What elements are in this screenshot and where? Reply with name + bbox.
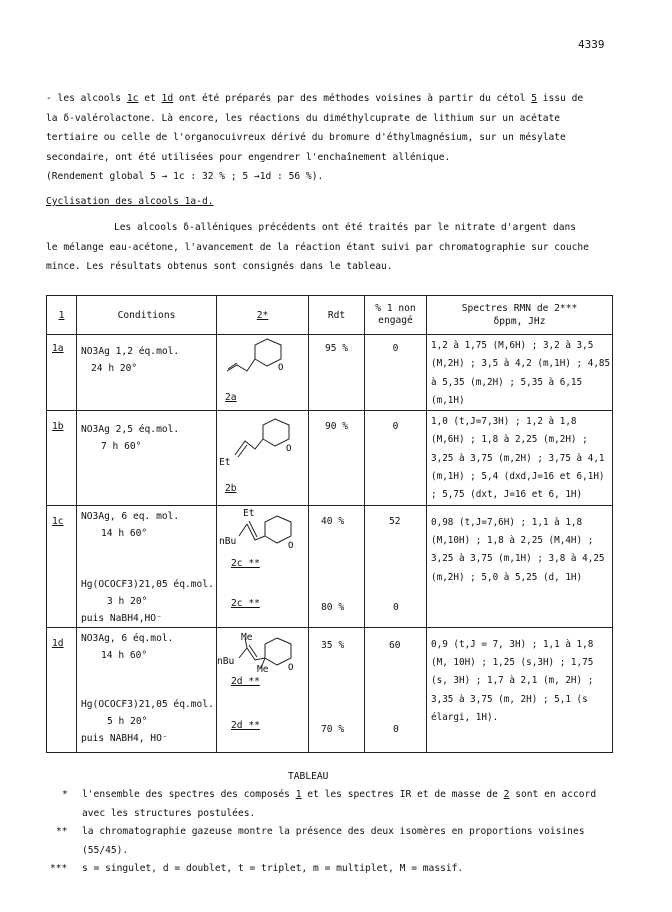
structure-2a-svg <box>217 335 309 391</box>
intro-line-5: (Rendement global 5 → 1c : 32 % ; 5 →1d : 56 %). <box>46 171 324 182</box>
table-row <box>47 335 613 411</box>
nmr-spectrum: 1,2 à 1,75 (M,6H) ; 3,2 à 3,5 (M,2H) ; 3,5 à 4,2 (m,1H) ; 4,85 à 5,35 (m,2H) ; 5,35 à 6,15 (m,1H) <box>427 335 613 411</box>
header-compound: 1 <box>47 296 77 335</box>
page-number: 4339 <box>578 38 605 51</box>
unreacted: 0 <box>365 335 427 411</box>
header-yield: Rdt <box>309 296 365 335</box>
nmr-spectrum: 1,0 (t,J=7,3H) ; 1,2 à 1,8 (M,6H) ; 1,8 à 2,25 (m,2H) ; 3,25 à 3,75 (m,2H) ; 3,75 à 4,1 (m,1H) ; 5,4 (dxd,J=16 et 6,1H) ; 5,75 (dxt, J=16 et 6, 1H) <box>427 411 613 505</box>
second-paragraph <box>46 218 589 277</box>
para2-line-2: le mélange eau-acétone, l'avancement de la réaction étant suivi par chromatographie sur couche <box>46 241 589 253</box>
row-id-1a: 1a <box>47 335 77 411</box>
table-row <box>47 505 613 627</box>
unreacted: 52 0 <box>365 505 427 627</box>
footnote-2: ** la chromatographie gazeuse montre la présence des deux isomères en proportions voisines <box>56 826 585 837</box>
row-conditions: NO3Ag, 6 eq. mol. 14 h 60° Hg(OCOCF3)21,05 éq.mol. 3 h 20° puis NaBH4,HO⁻ <box>77 505 217 627</box>
header-unreacted: % 1 non engagé <box>365 296 427 335</box>
yield: 35 % 70 % <box>309 627 365 752</box>
substituent-et: Et <box>219 457 231 469</box>
product-label: 2a <box>225 392 237 403</box>
product-structure <box>217 627 309 752</box>
product-structure <box>217 505 309 627</box>
table-row <box>47 411 613 505</box>
product-label: 2b <box>225 483 237 495</box>
row-conditions: NO3Ag 2,5 éq.mol. 7 h 60° <box>77 411 217 505</box>
substituent-me: Me <box>241 631 253 643</box>
results-table <box>46 295 613 753</box>
para2-line-3: mince. Les résultats obtenus sont consignés dans le tableau. <box>46 261 393 272</box>
row-conditions: NO3Ag, 6 éq.mol. 14 h 60° Hg(OCOCF3)21,05 éq.mol. 5 h 20° puis NABH4, HO⁻ <box>77 627 217 752</box>
yield: 90 % <box>309 411 365 505</box>
substituent-nbu: nBu <box>219 535 237 547</box>
intro-line-2: la δ-valérolactone. Là encore, les réactions du diméthylcuprate de lithium sur un acétate <box>46 112 561 124</box>
row-id-1b: 1b <box>47 411 77 505</box>
svg-text:O: O <box>278 363 284 373</box>
substituent-me-2: Me <box>257 663 269 675</box>
structure-2b-svg <box>217 411 309 471</box>
nmr-spectrum: 0,9 (t,J = 7, 3H) ; 1,1 à 1,8 (M, 10H) ; 1,25 (s,3H) ; 1,75 (s, 3H) ; 1,7 à 2,1 (m, 2H) ; 3,35 à 3,75 (m, 2H) ; 5,1 (s élargi, 1H). <box>427 627 613 752</box>
product-label-2: 2c ** <box>231 597 260 609</box>
product-label-2: 2d ** <box>231 719 260 731</box>
unreacted: 60 0 <box>365 627 427 752</box>
header-product: 2* <box>217 296 309 335</box>
row-id-1d: 1d <box>47 627 77 752</box>
intro-paragraph <box>46 89 583 187</box>
footnote-3: *** s = singulet, d = doublet, t = triplet, m = multiplet, M = massif. <box>50 863 464 874</box>
unreacted: 0 <box>365 411 427 505</box>
footnote-1: * l'ensemble des spectres des composés 1 et les spectres IR et de masse de 2 sont en accord <box>62 789 597 800</box>
table-title: TABLEAU <box>288 771 329 782</box>
product-structure <box>217 411 309 505</box>
svg-text:O: O <box>288 540 294 551</box>
footnote-1-line-2: avec les structures postulées. <box>82 807 256 819</box>
yield: 40 % 80 % <box>309 505 365 627</box>
section-title: Cyclisation des alcools 1a-d. <box>46 196 214 207</box>
product-label: 2c ** <box>231 557 260 569</box>
header-conditions: Conditions <box>77 296 217 335</box>
intro-line-3: tertiaire ou celle de l'organocuivreux dérivé du bromure d'éthylmagnésium, sur un mésylate <box>46 132 566 143</box>
product-label: 2d ** <box>231 675 260 687</box>
intro-line-4: secondaire, ont été utilisées pour engendrer l'enchaînement allénique. <box>46 151 451 163</box>
footnote-2-line-2: (55/45). <box>82 844 129 856</box>
footnotes <box>44 786 596 879</box>
svg-text:O: O <box>286 444 292 455</box>
nmr-spectrum: 0,98 (t,J=7,6H) ; 1,1 à 1,8 (M,10H) ; 1,8 à 2,25 (M,4H) ; 3,25 à 3,75 (m,1H) ; 3,8 à 4,25 (m,2H) ; 5,0 à 5,25 (d, 1H) <box>427 505 613 627</box>
yield: 95 % <box>309 335 365 411</box>
table-header-row <box>47 296 613 335</box>
intro-line-1: - les alcools 1c et 1d ont été préparés par des méthodes voisines à partir du cétol 5 issu de <box>46 93 584 104</box>
table-row <box>47 627 613 752</box>
substituent-et: Et <box>243 507 255 519</box>
svg-text:O: O <box>288 662 294 673</box>
structure-2c-svg <box>217 506 309 556</box>
header-nmr: Spectres RMN de 2*** δppm, JHz <box>427 296 613 335</box>
row-id-1c: 1c <box>47 505 77 627</box>
product-structure <box>217 335 309 411</box>
para2-line-1: Les alcools δ-alléniques précédents ont été traités par le nitrate d'argent dans <box>114 222 577 233</box>
substituent-nbu: nBu <box>217 655 235 667</box>
row-conditions: NO3Ag 1,2 éq.mol. 24 h 20° <box>77 335 217 411</box>
